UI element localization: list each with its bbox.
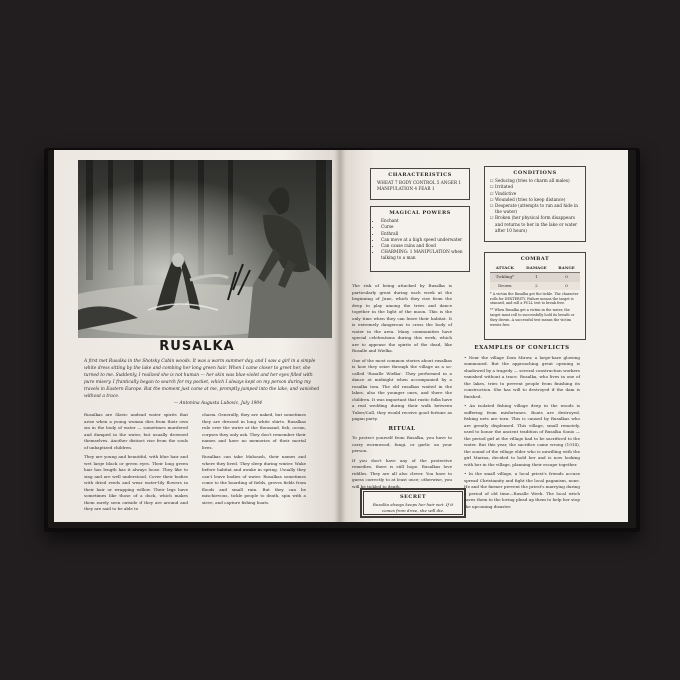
conditions-box — [484, 166, 586, 242]
table-cell: 0 — [553, 282, 580, 290]
list-item: ☐ Desperate (attempts to run and hide in the water) — [495, 203, 581, 215]
table-cell: 0 — [553, 273, 580, 282]
characteristics-row: WHEAT 7 BODY CONTROL 5 ANGER 1 — [377, 180, 461, 186]
table-cell: 2 — [520, 282, 553, 290]
conditions-list — [485, 178, 585, 234]
list-item: ☐ Broken (her physical form disappears and returns to her in the lake or water after 10 hours) — [495, 215, 581, 234]
list-item: • Can cause rains and flood — [381, 243, 465, 249]
combat-table — [490, 264, 580, 290]
list-item: • Enchant — [381, 218, 465, 224]
list-item: • Can move at a high speed underwater — [381, 237, 465, 243]
combat-box — [484, 252, 586, 340]
conditions-title: CONDITIONS — [513, 170, 557, 176]
paragraph: To protect yourself from Rusalka, you have to carry wormwood, fungi, or garlic on your person. — [352, 435, 452, 453]
magical-powers-title: MAGICAL POWERS — [389, 210, 451, 216]
combat-note: ** When Rusalka get a victim in the water, the target must roll to successfully hold its breath or they drown. A successful test means the victim wrests free. — [490, 308, 575, 327]
paragraph: charm. Generally, they are naked, but sometimes they are dressed in long white shirts. Rusalkas rule over the water at the thousand, fish, ocean, corpses they only ask. They don't remember their names and have no memories of their mortal lives. — [202, 412, 306, 450]
paragraph: If you don't have any of the protective remedies, there is still hope. Rusalkas love riddles. They are all also clever. You have to guess correctly to at least once; otherwise, you will be tickled to death. — [352, 457, 452, 489]
table-header: DAMAGE — [520, 264, 553, 273]
magical-powers-list — [371, 218, 469, 261]
paragraph: One of the most common stories about rusalkas is how they seize through the village as a so-called 'Rusalle Wielka'. They performed in a dance at midnight when accompanied by a rusalka tom. The old rusalkas waited in the lakes, also the younger ones, and there the children. It was important that rustic folks have a real wedding during their walk between Tuber/Call, they would receive good fortune as pagan party. — [352, 357, 452, 421]
left-column-1 — [84, 412, 188, 516]
combat-title: COMBAT — [520, 256, 550, 262]
list-item: ☐ Wounded (tries to keep distance) — [495, 197, 581, 203]
list-item: • An isolated fishing village deep in the woods is suffering from misfortunes. Boats are destroyed, fishing nets are torn. This is caused by Rusalkas who are greatly displeased. This village, small remotely, used to honor the ancient tradition of Rusalka Sonio — the period girl at the village had to be sacrificed to the water. But this year, the sacrifice came wrong (1914), the sound of the village elder who is unwilling with the girl Marina, decided to hold her and is now looking with her in the village, planning their escape together. — [464, 403, 580, 468]
secret-box — [360, 488, 466, 518]
secret-text: Rusalka always keeps her hair wet. If it comes from drive, she will die. — [372, 502, 454, 513]
table-cell: Drown — [490, 282, 520, 290]
characteristics-row: MANIPULATION 4 FEAR 1 — [377, 186, 435, 192]
paragraph: Rusalkas are Slavic undead water spirits that arise when a young woman dies from their own sin in the body of water — sometimes murdered and dumped in the water, but usually drowned themselves. Another distinct rise from the souls of unbaptized children. — [84, 412, 188, 450]
list-item: • Near the village Dom Mirow, a large-haze glowing summoned. But the approaching great opening is shadowed by a tragedy — several construction workers vanished without a trace. Rusalka, who lives in one of the lakes, tries to prevent people from finishing its construction. She has will to destroyed if the dam is finished. — [464, 355, 580, 401]
magical-powers-box — [370, 206, 470, 272]
quote-attribution: — Antonina Augusta Lubovic, July 1904 — [173, 401, 262, 406]
table-header: ATTACK — [490, 264, 520, 273]
right-column-1 — [352, 283, 452, 493]
secret-title: SECRET — [399, 494, 427, 500]
left-page — [54, 150, 340, 522]
characteristics-box — [370, 168, 470, 200]
list-item: • Curse — [381, 224, 465, 230]
table-cell: Tickling* — [490, 273, 520, 282]
table-row — [490, 273, 580, 282]
combat-note: * A victim the Rusalka get the tickle. The character rolls for DEXTERITY. Failure means the target is stunned, and roll a PULL test to break free. — [490, 291, 579, 306]
paragraph: Rusalkas can take Mahoush, their names and where they lived. They sleep during winter. Wake before habitat and awake in spring. Usually they can't leave bodies of water. Rusalkas sometimes come to the boarding of fields, groves fields from floods and small rain. But they can be mischievous, tickle people to death, spin with a sieve, and capture fishing boats. — [202, 454, 306, 505]
ritual-heading: RITUAL — [388, 425, 416, 432]
table-row — [490, 282, 580, 290]
list-item: ☐ Seducing (tries to charm all males) — [495, 178, 581, 184]
paragraph: They are young and beautiful, with blue hair and wet large black or green eyes. Their long green hair has length has it always loose. They like to sing and are well understood. Cover their bodies with dried reeds and wear water-lily flowers in their hair or wrapping willow. Their legs have sometimes like those of a duck, which makes them rarely seen outside if they are around and they are said to be able to — [84, 454, 188, 511]
book-spine — [334, 150, 346, 522]
right-column-2 — [464, 343, 580, 513]
rusalka-illustration — [78, 160, 332, 338]
list-item: ☐ Irritated — [495, 184, 581, 190]
paragraph: The risk of being attacked by Rusalka is particularly great during each week at the beginning of June, which they rise from the deep to play among the trees and dance together in the light of the moon. This is the only time when they can leave their habitat. It is extremely dangerous to cross the body of water in the area. Many communities have special celebrations during this week, which are to appease the spirits of the dead, like Rusalle and Wielka. — [352, 283, 452, 353]
list-item: • Enthrall — [381, 231, 465, 237]
list-item: • In the small village, a local priest's friends accuse spread Christianity and fight the local paganism, none. He and the farmer prevent the priest's marrying during a period of old time—Rusalle Week. The local witch saves them to the loving plead up them to help her stop the upcoming disaster. — [464, 471, 580, 510]
characteristics-title: CHARACTERISTICS — [388, 172, 452, 178]
page-title: RUSALKA — [159, 339, 235, 354]
examples-heading: EXAMPLES OF CONFLICTS — [474, 345, 570, 351]
intro-quote — [84, 358, 322, 407]
table-cell: 1 — [520, 273, 553, 282]
left-column-2 — [202, 412, 306, 509]
list-item: • CHARMING: 1 MANIPULATION when talking to a man — [381, 249, 465, 261]
list-item: ☐ Vindictive — [495, 191, 581, 197]
quote-text: A first met Rusalka in the Shotsky Cabin woods. It was a warm summer day, and I saw a girl in a simple white dress sitting by the lake and combing her long green hair. When I came closer to greet her, she turned to me. Suddenly, I realized she is not human — her skin was blue-violet and her eyes filled with pure misery. I frantically began to search for my pocket, which I always kept on my person during my travels in Eastern Europe. But the moment just came at me, promptly jumped into the lake, and vanished without a trace. — [84, 359, 320, 399]
table-header: RANGE — [553, 264, 580, 273]
